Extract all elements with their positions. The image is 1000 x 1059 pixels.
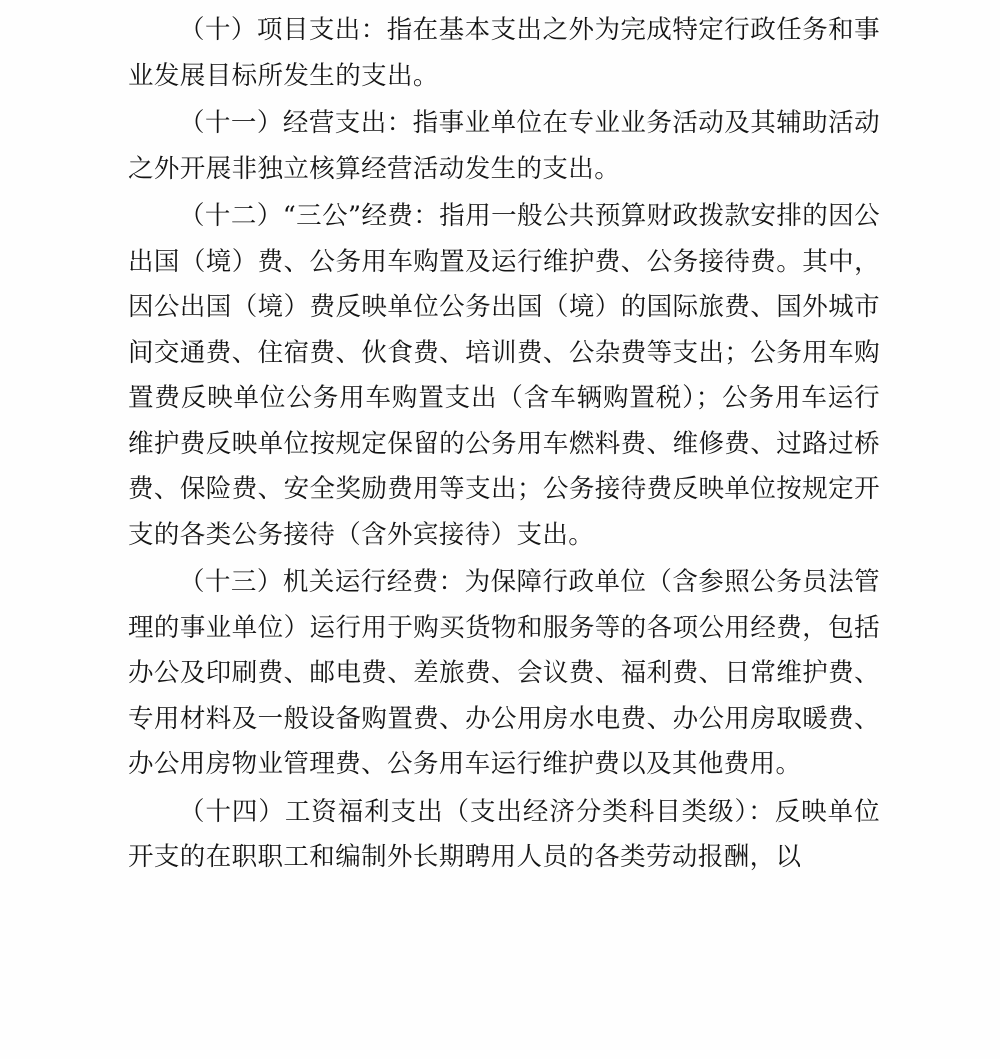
paragraph-item-13: （十三）机关运行经费：为保障行政单位（含参照公务员法管理的事业单位）运行用于购买货物和服务等的各项公用经费，包括办公及印刷费、邮电费、差旅费、会议费、福利费、日常维护费、专用材料及一般设备购置费、办公用房水电费、办公用房取暖费、办公用房物业管理费、公务用车运行维护费以及其他费用。 bbox=[128, 567, 880, 779]
paragraph-item-12: （十二）“三公”经费：指用一般公共预算财政拨款安排的因公出国（境）费、公务用车购置及运行维护费、公务接待费。其中，因公出国（境）费反映单位公务出国（境）的国际旅费、国外城市间交通费、住宿费、伙食费、培训费、公杂费等支出；公务用车购置费反映单位公务用车购置支出（含车辆购置税）；公务用车运行维护费反映单位按规定保留的公务用车燃料费、维修费、过路过桥费、保险费、安全奖励费用等支出；公务接待费反映单位按规定开支的各类公务接待（含外宾接待）支出。 bbox=[128, 201, 880, 550]
paragraph-item-11: （十一）经营支出：指事业单位在专业业务活动及其辅助活动之外开展非独立核算经营活动发生的支出。 bbox=[128, 108, 880, 184]
document-body bbox=[128, 8, 880, 881]
paragraph-item-10: （十）项目支出：指在基本支出之外为完成特定行政任务和事业发展目标所发生的支出。 bbox=[128, 15, 880, 91]
paragraph-item-14: （十四）工资福利支出（支出经济分类科目类级）：反映单位开支的在职职工和编制外长期聘用人员的各类劳动报酬，以 bbox=[128, 796, 880, 872]
